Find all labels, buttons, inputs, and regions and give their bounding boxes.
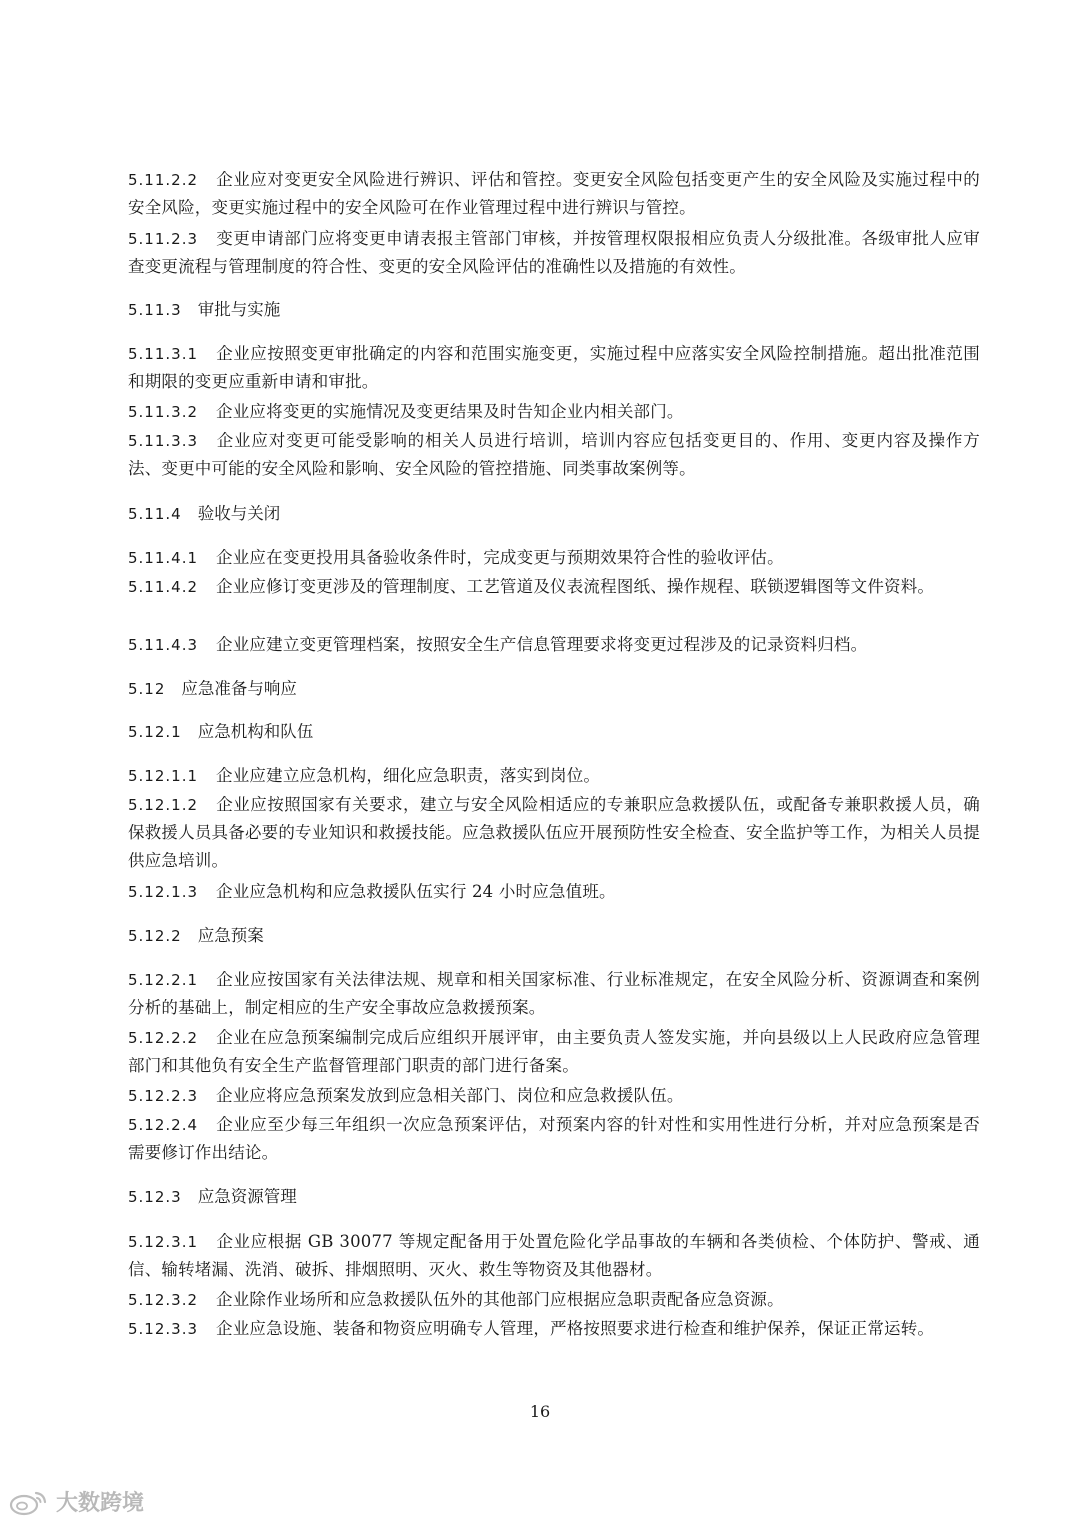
clause-text: 企业应急设施、装备和物资应明确专人管理，严格按照要求进行检查和维护保养，保证正常运转。	[216, 1319, 935, 1338]
clause-text: 企业应建立应急机构，细化应急职责，落实到岗位。	[216, 766, 601, 785]
clause-text: 企业除作业场所和应急救援队伍外的其他部门应根据应急职责配备应急资源。	[216, 1290, 784, 1309]
clause-number: 5.12.1.2	[128, 796, 199, 814]
clause-number: 5.12.2.3	[128, 1087, 199, 1105]
clause-number: 5.11.4.2	[128, 578, 199, 596]
weibo-logo-icon	[8, 1487, 52, 1517]
watermark-text: 大数跨境	[56, 1491, 145, 1516]
clause-text: 企业应对变更可能受影响的相关人员进行培训，培训内容应包括变更目的、作用、变更内容及操作方法、变更中可能的安全风险和影响、安全风险的管控措施、同类事故案例等。	[128, 431, 980, 478]
clause-number: 5.12.2.2	[128, 1029, 199, 1047]
clause-number: 5.11.4.3	[128, 636, 199, 654]
heading-text: 验收与关闭	[197, 504, 281, 523]
clause-5-12-1-2	[128, 791, 980, 875]
heading-5-11-4	[128, 500, 980, 528]
heading-5-12-3	[128, 1183, 980, 1211]
heading-text: 应急预案	[197, 926, 264, 945]
heading-text: 应急机构和队伍	[197, 722, 314, 741]
clause-5-12-3-1	[128, 1228, 980, 1284]
clause-number: 5.12.3.2	[128, 1291, 199, 1309]
clause-5-12-1-1	[128, 762, 980, 790]
clause-5-11-3-2	[128, 398, 980, 426]
heading-text: 应急资源管理	[197, 1187, 297, 1206]
clause-5-12-3-3	[128, 1315, 980, 1343]
clause-text: 企业在应急预案编制完成后应组织开展评审，由主要负责人签发实施，并向县级以上人民政府应急管理部门和其他负有安全生产监督管理部门职责的部门进行备案。	[128, 1028, 980, 1075]
clause-number: 5.12.3.3	[128, 1320, 199, 1338]
clause-text: 企业应至少每三年组织一次应急预案评估，对预案内容的针对性和实用性进行分析，并对应急预案是否需要修订作出结论。	[128, 1115, 980, 1162]
clause-5-11-4-1	[128, 544, 980, 572]
clause-number: 5.11.2.2	[128, 171, 199, 189]
heading-5-12	[128, 675, 980, 703]
heading-number: 5.12.1	[128, 723, 182, 741]
clause-5-11-3-1	[128, 340, 980, 396]
clause-text: 变更申请部门应将变更申请表报主管部门审核，并按管理权限报相应负责人分级批准。各级审批人应审查变更流程与管理制度的符合性、变更的安全风险评估的准确性以及措施的有效性。	[128, 229, 980, 276]
heading-5-11-3	[128, 296, 980, 324]
heading-number: 5.11.3	[128, 301, 182, 319]
clause-number: 5.12.1.1	[128, 767, 199, 785]
clause-5-11-2-3	[128, 225, 980, 281]
clause-text: 企业应按照国家有关要求，建立与安全风险相适应的专兼职应急救援队伍，或配备专兼职救援人员，确保救援人员具备必要的专业知识和救援技能。应急救援队伍应开展预防性安全检查、安全监护等工作，为相关人员提供应急培训。	[128, 795, 980, 870]
clause-text: 企业应按国家有关法律法规、规章和相关国家标准、行业标准规定，在安全风险分析、资源调查和案例分析的基础上，制定相应的生产安全事故应急救援预案。	[128, 970, 980, 1017]
clause-5-11-4-2	[128, 573, 980, 601]
clause-5-12-2-4	[128, 1111, 980, 1167]
clause-text: 企业应急机构和应急救援队伍实行 24 小时应急值班。	[216, 882, 616, 901]
clause-text: 企业应修订变更涉及的管理制度、工艺管道及仪表流程图纸、操作规程、联锁逻辑图等文件资料。	[216, 577, 935, 596]
clause-number: 5.12.2.4	[128, 1116, 199, 1134]
heading-5-12-2	[128, 922, 980, 950]
clause-5-12-2-1	[128, 966, 980, 1022]
heading-number: 5.12	[128, 680, 166, 698]
heading-number: 5.12.2	[128, 927, 182, 945]
clause-5-11-4-3	[128, 631, 980, 659]
clause-5-11-2-2	[128, 166, 980, 222]
clause-5-12-2-2	[128, 1024, 980, 1080]
watermark	[8, 1486, 144, 1517]
heading-number: 5.12.3	[128, 1188, 182, 1206]
clause-number: 5.11.4.1	[128, 549, 199, 567]
clause-5-12-3-2	[128, 1286, 980, 1314]
clause-number: 5.12.2.1	[128, 971, 199, 989]
heading-number: 5.11.4	[128, 505, 182, 523]
clause-text: 企业应根据 GB 30077 等规定配备用于处置危险化学品事故的车辆和各类侦检、个体防护、警戒、通信、输转堵漏、洗消、破拆、排烟照明、灭火、救生等物资及其他器材。	[128, 1232, 980, 1279]
page-number: 16	[529, 1402, 551, 1421]
clause-text: 企业应在变更投用具备验收条件时，完成变更与预期效果符合性的验收评估。	[216, 548, 784, 567]
clause-text: 企业应建立变更管理档案，按照安全生产信息管理要求将变更过程涉及的记录资料归档。	[216, 635, 868, 654]
clause-text: 企业应对变更安全风险进行辨识、评估和管控。变更安全风险包括变更产生的安全风险及实施过程中的安全风险，变更实施过程中的安全风险可在作业管理过程中进行辨识与管控。	[128, 170, 980, 217]
clause-5-12-1-3	[128, 878, 980, 906]
clause-number: 5.11.3.1	[128, 345, 199, 363]
clause-number: 5.11.2.3	[128, 230, 199, 248]
clause-number: 5.11.3.2	[128, 403, 199, 421]
clause-text: 企业应将应急预案发放到应急相关部门、岗位和应急救援队伍。	[216, 1086, 684, 1105]
clause-5-12-2-3	[128, 1082, 980, 1110]
clause-text: 企业应将变更的实施情况及变更结果及时告知企业内相关部门。	[216, 402, 684, 421]
heading-text: 应急准备与响应	[181, 679, 297, 698]
clause-text: 企业应按照变更审批确定的内容和范围实施变更，实施过程中应落实安全风险控制措施。超出批准范围和期限的变更应重新申请和审批。	[128, 344, 980, 391]
clause-number: 5.11.3.3	[128, 432, 199, 450]
clause-5-11-3-3	[128, 427, 980, 483]
clause-number: 5.12.3.1	[128, 1233, 199, 1251]
heading-text: 审批与实施	[197, 300, 281, 319]
heading-5-12-1	[128, 718, 980, 746]
clause-number: 5.12.1.3	[128, 883, 199, 901]
